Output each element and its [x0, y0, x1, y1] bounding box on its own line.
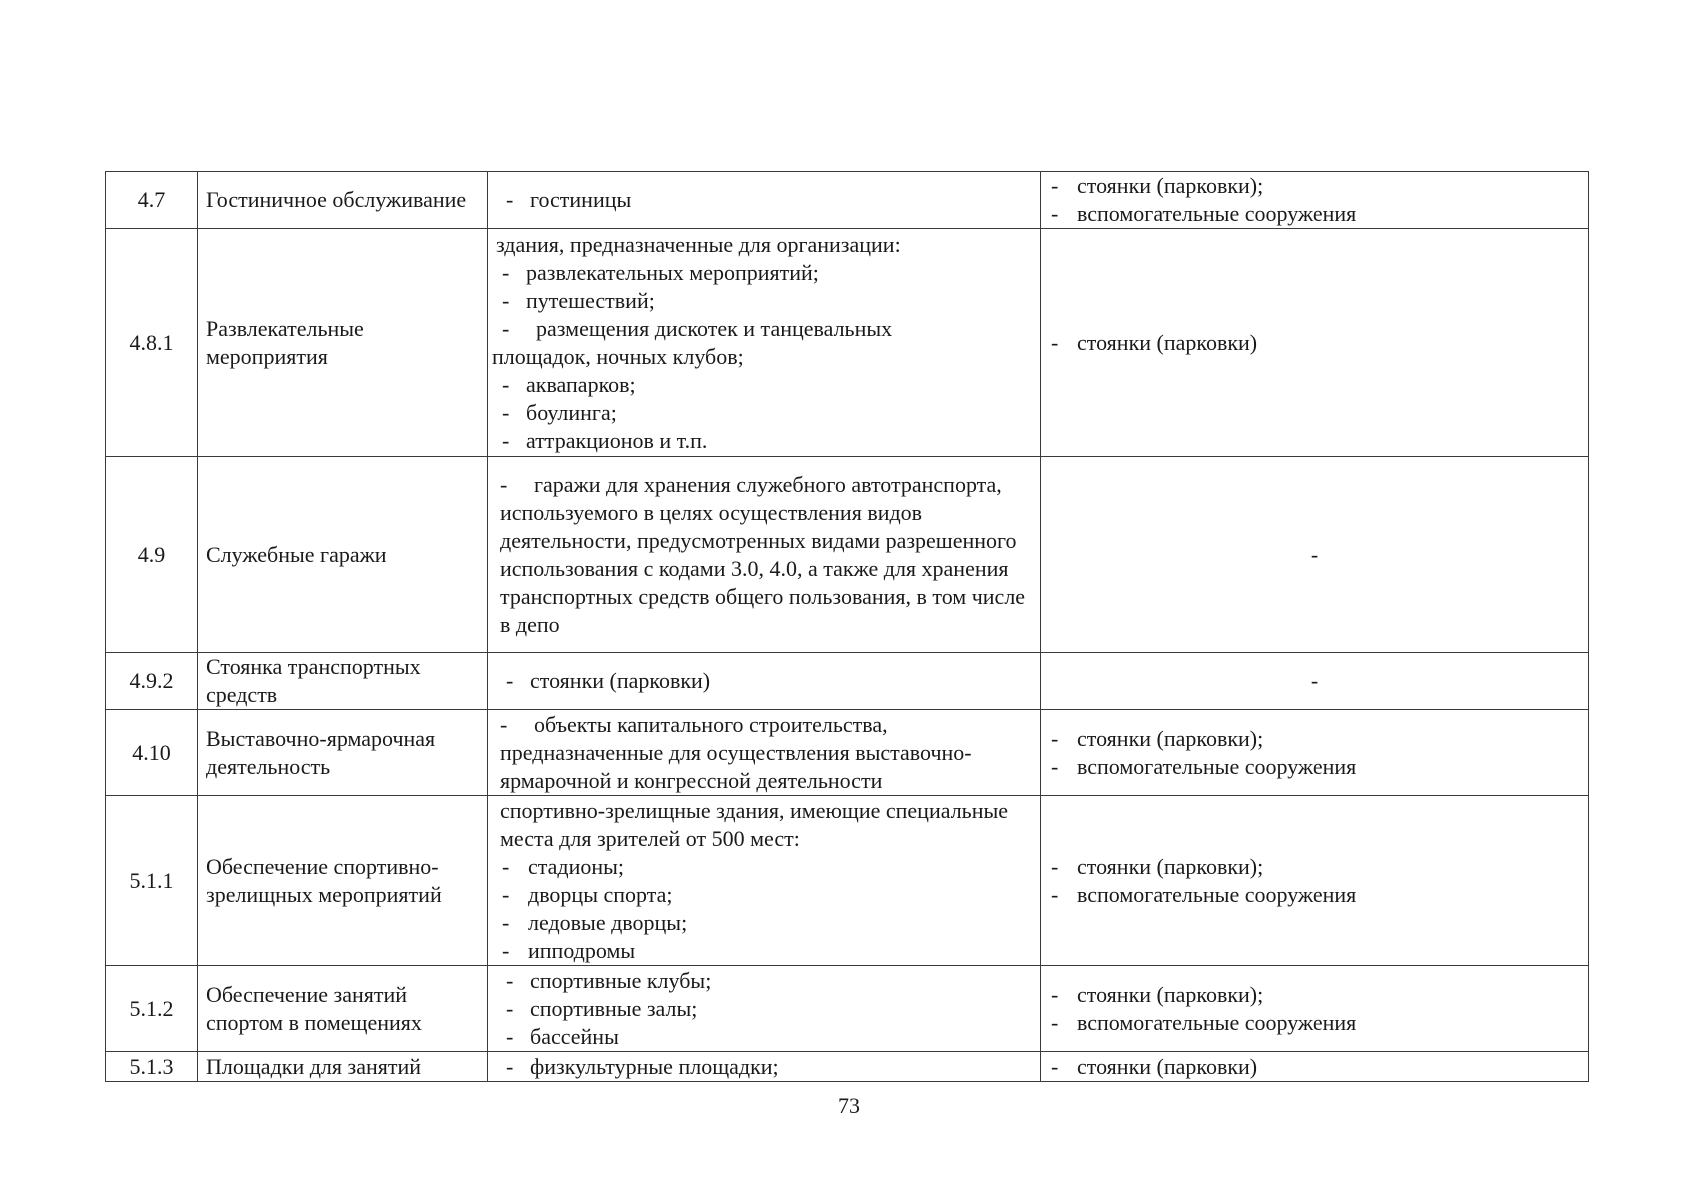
- list-item: - вспомогательные сооружения: [1049, 881, 1580, 909]
- table-row: [106, 229, 1589, 457]
- list-item: - гостиницы: [496, 186, 1032, 214]
- row-code: 4.9.2: [106, 653, 198, 710]
- row-name: Обеспечение спортивно-зрелищных мероприятий: [198, 796, 488, 966]
- list-item: - аквапарков;: [492, 371, 1032, 399]
- row-main-uses: [488, 229, 1041, 457]
- list-item: - стоянки (парковки);: [1049, 981, 1580, 1009]
- row-aux-uses: -: [1041, 653, 1589, 710]
- table-row: [106, 966, 1589, 1052]
- row-main-uses: [488, 457, 1041, 653]
- list-item: - физкультурные площадки;: [496, 1053, 1032, 1081]
- list-item: - стадионы;: [500, 853, 1032, 881]
- row-main-uses: [488, 710, 1041, 796]
- row-aux-uses: [1041, 1052, 1589, 1082]
- list-item-text: гаражи для хранения служебного автотранспорта, используемого в целях осуществления видов деятельности, предусмотренных видами разрешенного использования с кодами 3.0, 4.0, а также для хранения транспортных средств общего пользования, в том числе в депо: [500, 471, 1026, 637]
- row-name: Стоянка транспортных средств: [198, 653, 488, 710]
- list-item-text: размещения дискотек и танцевальных: [536, 315, 893, 341]
- table-row: [106, 172, 1589, 229]
- row-code: 5.1.2: [106, 966, 198, 1052]
- list-item: - стоянки (парковки);: [1049, 725, 1580, 753]
- table-row: [106, 653, 1589, 710]
- row-main-uses: [488, 1052, 1041, 1082]
- list-item: - стоянки (парковки): [1049, 329, 1580, 357]
- list-item: - стоянки (парковки);: [1049, 172, 1580, 200]
- table-row: [106, 796, 1589, 966]
- list-item: - размещения дискотек и танцевальных: [502, 315, 893, 341]
- list-item: - стоянки (парковки): [496, 667, 1032, 695]
- row-name: Развлекательные мероприятия: [198, 229, 488, 457]
- row-code: 4.7: [106, 172, 198, 229]
- list-item: - вспомогательные сооружения: [1049, 200, 1580, 228]
- list-item: - аттракционов и т.п.: [492, 427, 1032, 455]
- list-item: - боулинга;: [492, 399, 1032, 427]
- row-code: 4.8.1: [106, 229, 198, 457]
- row-aux-uses: [1041, 796, 1589, 966]
- list-item: - гаражи для хранения служебного автотранспорта, используемого в целях осуществления видов деятельности, предусмотренных видами разрешенного использования с кодами 3.0, 4.0, а также для хранения транспортных средств общего пользования, в том числе в депо: [500, 471, 1026, 637]
- row-code: 5.1.3: [106, 1052, 198, 1082]
- row-name: Обеспечение занятий спортом в помещениях: [198, 966, 488, 1052]
- row-main-uses: [488, 653, 1041, 710]
- row-main-uses: [488, 796, 1041, 966]
- row-code: 5.1.1: [106, 796, 198, 966]
- row-code: 4.9: [106, 457, 198, 653]
- row-main-uses: [488, 966, 1041, 1052]
- land-use-table: [105, 171, 1589, 1082]
- row-name: Площадки для занятий: [198, 1052, 488, 1082]
- table-row: [106, 457, 1589, 653]
- list-intro: здания, предназначенные для организации:: [496, 231, 901, 257]
- row-aux-uses: [1041, 710, 1589, 796]
- list-item: - стоянки (парковки): [1049, 1053, 1580, 1081]
- table-row: [106, 710, 1589, 796]
- list-item: - ледовые дворцы;: [500, 909, 1032, 937]
- list-item: - бассейны: [496, 1023, 1032, 1051]
- row-aux-uses: -: [1041, 457, 1589, 653]
- row-aux-uses: [1041, 966, 1589, 1052]
- page-number: 73: [838, 1093, 860, 1118]
- list-item: - спортивные залы;: [496, 995, 1032, 1023]
- row-code: 4.10: [106, 710, 198, 796]
- row-main-uses: [488, 172, 1041, 229]
- row-aux-uses: [1041, 172, 1589, 229]
- list-item-continuation: площадок, ночных клубов;: [492, 343, 744, 369]
- row-name: Гостиничное обслуживание: [198, 172, 488, 229]
- list-item: - вспомогательные сооружения: [1049, 753, 1580, 781]
- list-item: - спортивные клубы;: [496, 967, 1032, 995]
- list-item: - дворцы спорта;: [500, 881, 1032, 909]
- list-item: - развлекательных мероприятий;: [492, 259, 1032, 287]
- row-aux-uses: [1041, 229, 1589, 457]
- table-row: [106, 1052, 1589, 1082]
- list-item: - вспомогательные сооружения: [1049, 1009, 1580, 1037]
- list-item: - путешествий;: [492, 287, 1032, 315]
- list-item: - ипподромы: [500, 937, 1032, 965]
- row-name: Выставочно-ярмарочная деятельность: [198, 710, 488, 796]
- list-item-text: объекты капитального строительства, предназначенные для осуществления выставочно-ярмарочной и конгрессной деятельности: [500, 711, 972, 793]
- list-intro: спортивно-зрелищные здания, имеющие специальные места для зрителей от 500 мест:: [500, 797, 1009, 851]
- list-item: - стоянки (парковки);: [1049, 853, 1580, 881]
- row-name: Служебные гаражи: [198, 457, 488, 653]
- list-item: - объекты капитального строительства, предназначенные для осуществления выставочно-ярмарочной и конгрессной деятельности: [500, 711, 972, 793]
